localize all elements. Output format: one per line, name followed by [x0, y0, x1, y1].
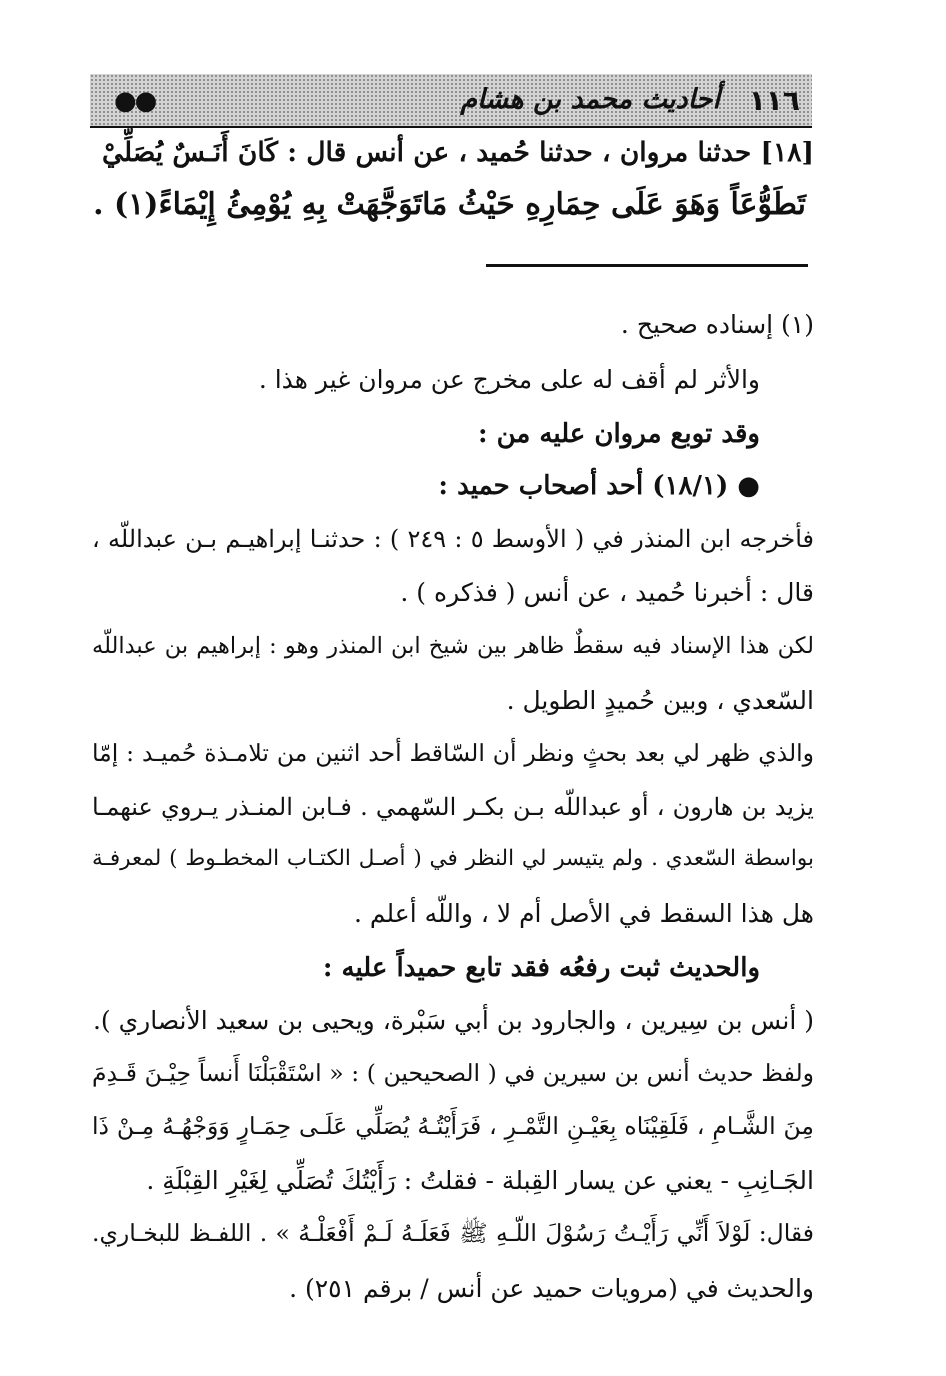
footnote-line: فأخرجه ابن المنذر في ( الأوسط ٥ : ٢٤٩ ) : حدثنـا إبراهيـم بـن عبداللّه ، [92, 525, 815, 553]
footnote-separator [486, 264, 808, 267]
hadith-line-2: تَطَوُّعَاً وَهَوَ عَلَى حِمَارِهِ حَيْثُ مَاتَوَجَّهَتْ بِهِ يُوْمِئُ إِيْمَاءً(١) . [93, 187, 806, 222]
footnote-line: مِنَ الشَّـامِ ، فَلَقِيْنَاه بِعَيْـنِ التَّمْـرِ ، فَرَأَيْتُـهُ يُصَلِّي عَلَـى حِمَـارٍ وَوَجْهُـهُ مِـنْ ذَا [92, 1112, 814, 1140]
footnote-line: السّعدي ، وبين حُميدٍ الطويل . [506, 686, 814, 715]
footnote-line: ولفظ حديث أنس بن سيرين في ( الصحيحين ) : « اسْتَقْبَلْنَا أَنساً حِيْـنَ قَـدِمَ [92, 1059, 814, 1087]
footnote-line: والحديث في (مرويات حميد عن أنس / برقم ٢٥١) . [289, 1274, 814, 1303]
ornament-icon: ●● [114, 86, 156, 116]
hadith-line-1: [١٨] حدثنا مروان ، حدثنا حُميد ، عن أنس قال : كَانَ أَنَـسٌ يُصَلِّيْ [101, 137, 814, 168]
footnote-line: فقال: لَوْلاَ أَنِّي رَأَيْـتُ رَسُوْلَ اللّـهِ ﷺ فَعَلَـهُ لَـمْ أَفْعَلْـهُ » . اللفـظ للبخـاري. [92, 1219, 814, 1247]
footnote-line: قال : أخبرنا حُميد ، عن أنس ( فذكره ) . [400, 578, 814, 607]
subheading: وقد توبع مروان عليه من : [477, 419, 760, 449]
footnote-line: يزيد بن هارون ، أو عبداللّه بـن بكـر السّهمي . فـابن المنـذر يـروي عنهمـا [92, 793, 814, 821]
running-header [90, 74, 812, 128]
footnote-line: هل هذا السقط في الأصل أم لا ، واللّه أعلم . [353, 899, 814, 928]
footnote-line: والأثر لم أقف له على مخرج عن مروان غير هذا . [258, 365, 760, 394]
footnote-line: ( أنس بن سِيرين ، والجارود بن أبي سَبْرة، ويحيى بن سعيد الأنصاري ). [92, 1006, 814, 1035]
footnote-line: والذي ظهر لي بعد بحثٍ ونظر أن السّاقط أحد اثنين من تلامـذة حُميـد : إمّا [92, 739, 814, 767]
footnote-line: لكن هذا الإسناد فيه سقطٌ ظاهر بين شيخ ابن المنذر وهو : إبراهيم بن عبداللّه [92, 633, 814, 659]
subheading: ● (١٨/١) أحد أصحاب حميد : [438, 471, 760, 501]
page-number: ١١٦ [748, 84, 800, 117]
subheading: والحديث ثبت رفعُه فقد تابع حميداً عليه : [322, 953, 760, 983]
footnote-line: بواسطة السّعدي . ولم يتيسر لي النظر في ( أصـل الكتـاب المخطـوط ) لمعرفـة [92, 846, 814, 871]
footnote-line: الجَـانِبِ - يعني عن يسار القِبلة - فقلتُ : رَأَيْتُكَ تُصَلِّي لِغَيْرِ القِبْلَةِ . [146, 1166, 814, 1195]
book-title: أحاديث محمد بن هشام [460, 84, 720, 115]
footnote-line: (١) إسناده صحيح . [620, 310, 814, 339]
